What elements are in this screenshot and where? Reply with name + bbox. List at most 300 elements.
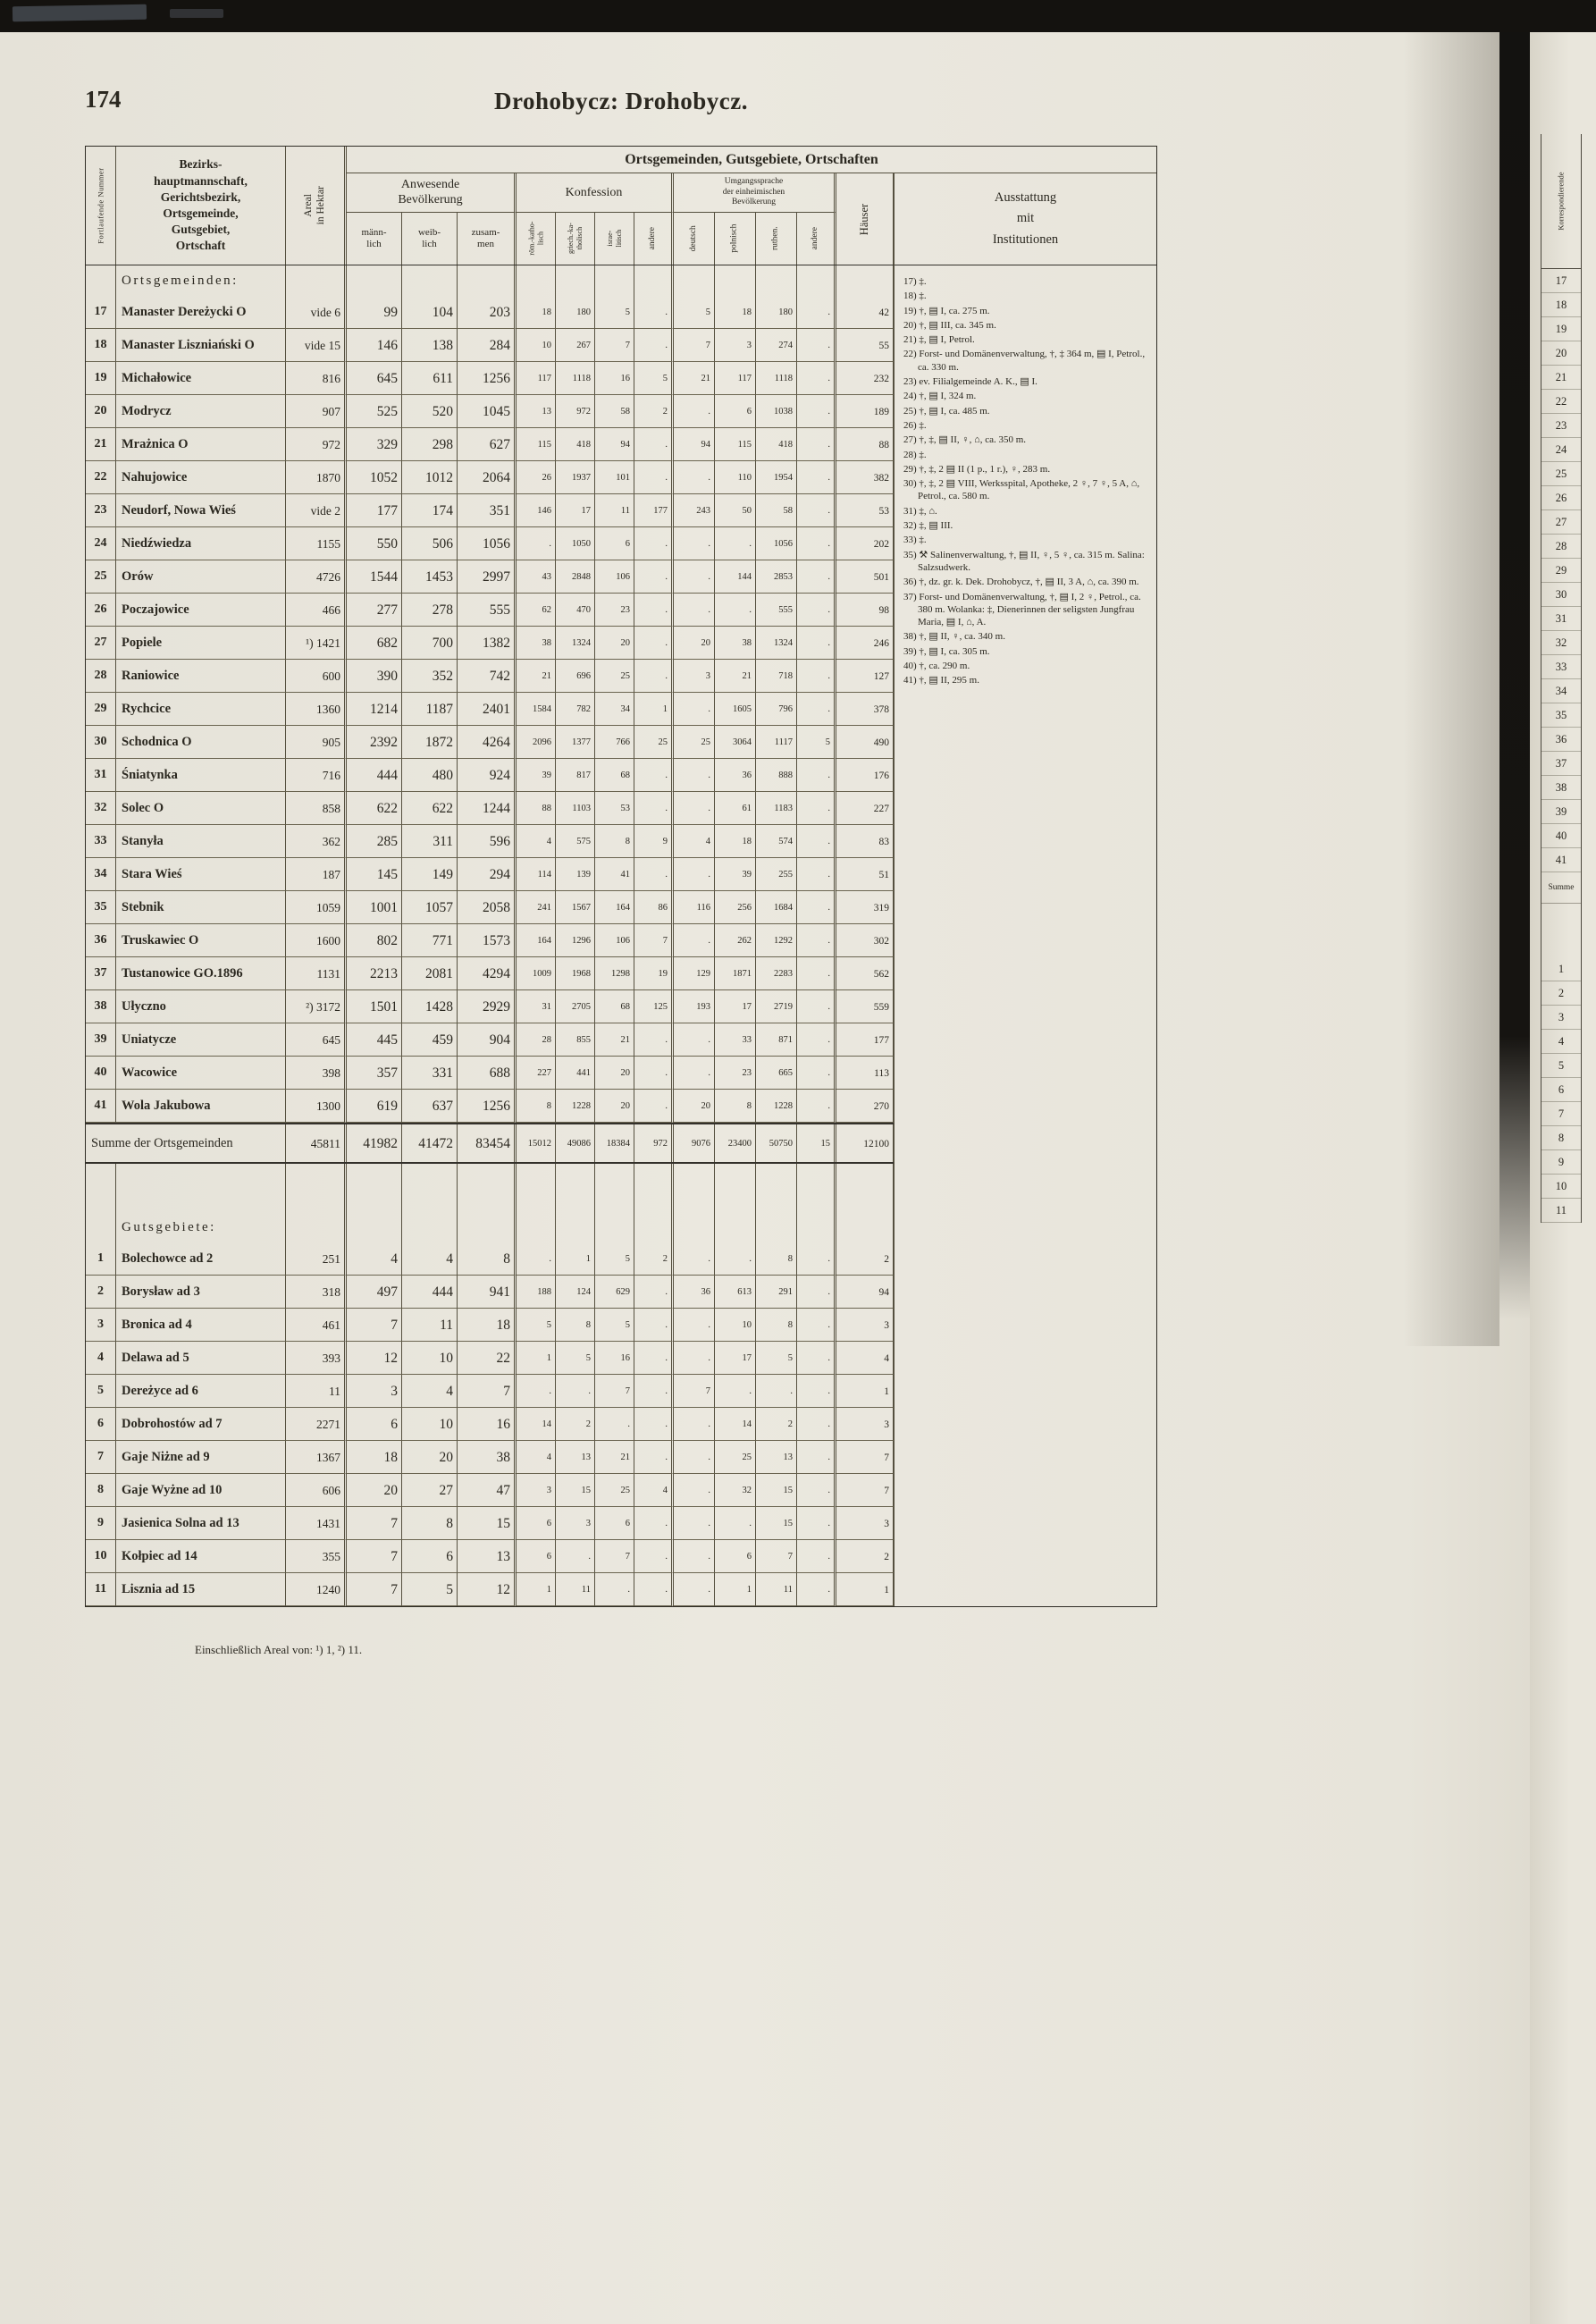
cell-rk: 28 [517, 1023, 556, 1057]
cell-rk: 164 [517, 924, 556, 957]
cell-an: 1 [634, 693, 674, 726]
cell-ru: 1183 [756, 792, 797, 825]
cell-w: 11 [402, 1309, 458, 1342]
table-row [86, 792, 894, 825]
cell-pl: 17 [715, 990, 756, 1023]
edge-row-number: 20 [1541, 341, 1581, 366]
cell-z: 1244 [458, 792, 517, 825]
cell-a2 [797, 265, 836, 296]
cell-pl: 6 [715, 1540, 756, 1573]
column-header-israelitisch: israe- litisch [595, 213, 634, 265]
cell-pl: 18 [715, 825, 756, 858]
cell-pl: 32 [715, 1474, 756, 1507]
row-number: 28 [86, 660, 116, 693]
cell-h [836, 1212, 894, 1242]
cell-pl: 36 [715, 759, 756, 792]
cell-w: 1057 [402, 891, 458, 924]
cell-m: 2392 [347, 726, 402, 759]
cell-an: 86 [634, 891, 674, 924]
cell-w: 506 [402, 527, 458, 560]
cell-h: 270 [836, 1090, 894, 1123]
edge-row-number: 26 [1541, 486, 1581, 510]
book-spine [1499, 32, 1530, 1319]
cell-an: 2 [634, 395, 674, 428]
cell-is: 20 [595, 1057, 634, 1090]
cell-is [595, 1212, 634, 1242]
cell-h: 127 [836, 660, 894, 693]
cell-is: 23 [595, 594, 634, 627]
row-name: Dobrohostów ad 7 [116, 1408, 286, 1441]
cell-gk: 1324 [556, 627, 595, 660]
cell-w: 298 [402, 428, 458, 461]
cell-m: 145 [347, 858, 402, 891]
cell-rk: . [517, 527, 556, 560]
institution-note: 21) ‡, ▤ I, Petrol. [903, 334, 975, 346]
cell-z: 12 [458, 1573, 517, 1606]
cell-an: . [634, 461, 674, 494]
table-row [86, 957, 894, 990]
cell-is: . [595, 1408, 634, 1441]
row-name: Manaster Liszniański O [116, 329, 286, 362]
cell-is: 7 [595, 1375, 634, 1408]
cell-pl: 61 [715, 792, 756, 825]
cell-m: 1501 [347, 990, 402, 1023]
cell-gk: 267 [556, 329, 595, 362]
cell-gk: 17 [556, 494, 595, 527]
cell-w: 1012 [402, 461, 458, 494]
cell-ru: 255 [756, 858, 797, 891]
row-number: 11 [86, 1573, 116, 1606]
cell-z: 2997 [458, 560, 517, 594]
cell-an: . [634, 1090, 674, 1123]
column-header-areal: Areal in Hektar [286, 147, 347, 265]
row-number: 7 [86, 1441, 116, 1474]
cell-m: 7 [347, 1573, 402, 1606]
cell-is: 7 [595, 329, 634, 362]
column-header-ausstattung: Ausstattung mit Institutionen [894, 173, 1156, 265]
cell-m: 20 [347, 1474, 402, 1507]
cell-rk: 115 [517, 428, 556, 461]
cell-an: . [634, 1441, 674, 1474]
table-row [86, 1540, 894, 1573]
table-header [86, 147, 1156, 265]
cell-m: 7 [347, 1540, 402, 1573]
edge-row-number: 41 [1541, 848, 1581, 872]
cell-ru [756, 265, 797, 296]
cell-ru: 2853 [756, 560, 797, 594]
row-number: 39 [86, 1023, 116, 1057]
main-table [85, 146, 1157, 1607]
cell-ru: 796 [756, 693, 797, 726]
edge-row-number: 2 [1541, 981, 1581, 1006]
cell-z: 1256 [458, 1090, 517, 1123]
table-row [86, 329, 894, 362]
cell-an: 19 [634, 957, 674, 990]
cell-areal: 1431 [286, 1507, 347, 1540]
cell-w: 480 [402, 759, 458, 792]
cell-is: 106 [595, 924, 634, 957]
cell-is: 8 [595, 825, 634, 858]
institution-note: 28) ‡. [903, 449, 927, 460]
page-gutter-shadow [1403, 32, 1499, 1346]
institution-note: 27) †, ‡, ▤ II, ♀, ⌂, ca. 350 m. [903, 434, 1027, 446]
cell-rk: 1 [517, 1573, 556, 1606]
cell-w [402, 265, 458, 296]
cell-w: 611 [402, 362, 458, 395]
row-number: 40 [86, 1057, 116, 1090]
cell-h: 98 [836, 594, 894, 627]
cell-z: 16 [458, 1408, 517, 1441]
table-row [86, 428, 894, 461]
cell-rk [517, 265, 556, 296]
cell-w: 2081 [402, 957, 458, 990]
cell-areal: 1360 [286, 693, 347, 726]
cell-gk: 1937 [556, 461, 595, 494]
cell-gk: 2705 [556, 990, 595, 1023]
summe-cell-ru: 50750 [756, 1124, 797, 1162]
row-number: 32 [86, 792, 116, 825]
cell-ru: 1056 [756, 527, 797, 560]
cell-ru: 274 [756, 329, 797, 362]
table-row [86, 1507, 894, 1540]
cell-m: 497 [347, 1276, 402, 1309]
cell-is: 68 [595, 990, 634, 1023]
cell-gk: 1968 [556, 957, 595, 990]
cell-rk: 188 [517, 1276, 556, 1309]
cell-rk: 1584 [517, 693, 556, 726]
cell-a2: . [797, 957, 836, 990]
cell-rk: 114 [517, 858, 556, 891]
cell-a2: 5 [797, 726, 836, 759]
cell-m: 3 [347, 1375, 402, 1408]
row-number: 8 [86, 1474, 116, 1507]
cell-de: 20 [674, 1090, 715, 1123]
row-name: Gaje Niżne ad 9 [116, 1441, 286, 1474]
cell-h: 1 [836, 1375, 894, 1408]
cell-m: 1001 [347, 891, 402, 924]
row-name: Stara Wieś [116, 858, 286, 891]
cell-a2: . [797, 759, 836, 792]
cell-rk: 43 [517, 560, 556, 594]
edge-row-number: 34 [1541, 679, 1581, 703]
table-row [86, 395, 894, 428]
edge-row-number: 10 [1541, 1175, 1581, 1199]
cell-gk: 470 [556, 594, 595, 627]
column-group-bevoelkerung: Anwesende Bevölkerung [347, 173, 517, 213]
cell-areal: 318 [286, 1276, 347, 1309]
cell-w: 8 [402, 1507, 458, 1540]
cell-z: 1045 [458, 395, 517, 428]
cell-w: 700 [402, 627, 458, 660]
cell-h: 227 [836, 792, 894, 825]
cell-a2: . [797, 1309, 836, 1342]
cell-de: . [674, 858, 715, 891]
row-name: Borysław ad 3 [116, 1276, 286, 1309]
cell-pl: 115 [715, 428, 756, 461]
cell-h: 94 [836, 1276, 894, 1309]
cell-gk: 1103 [556, 792, 595, 825]
edge-row-number: 37 [1541, 752, 1581, 776]
cell-a2: . [797, 858, 836, 891]
summe-cell-de: 9076 [674, 1124, 715, 1162]
cell-rk: 1009 [517, 957, 556, 990]
row-name: Uniatycze [116, 1023, 286, 1057]
table-row [86, 1573, 894, 1606]
cell-gk: 11 [556, 1573, 595, 1606]
cell-de: . [674, 1057, 715, 1090]
cell-an: . [634, 1309, 674, 1342]
cell-h: 42 [836, 296, 894, 329]
institution-note: 30) †, ‡, 2 ▤ VIII, Werksspital, Apotheke, 2 ♀, 7 ♀, 5 A, ⌂, Petrol., ca. 580 m. [903, 478, 1140, 502]
cell-rk: 38 [517, 627, 556, 660]
cell-rk: 31 [517, 990, 556, 1023]
cell-z: 1382 [458, 627, 517, 660]
cell-h: 177 [836, 1023, 894, 1057]
cell-ru: 11 [756, 1573, 797, 1606]
institution-note: 26) ‡. [903, 419, 927, 431]
cell-z: 2058 [458, 891, 517, 924]
cell-pl [715, 1212, 756, 1242]
edge-row-number: 4 [1541, 1030, 1581, 1054]
cell-w: 5 [402, 1573, 458, 1606]
cell-de: 94 [674, 428, 715, 461]
cell-rk: 4 [517, 1441, 556, 1474]
cell-de [674, 1164, 715, 1212]
cell-a2 [797, 1212, 836, 1242]
cell-areal: 2271 [286, 1408, 347, 1441]
cell-de [674, 1212, 715, 1242]
cell-m: 550 [347, 527, 402, 560]
row-name: Manaster Dereżycki O [116, 296, 286, 329]
edge-row-number: Summe [1541, 872, 1581, 904]
cell-h: 1 [836, 1573, 894, 1606]
cell-rk: 14 [517, 1408, 556, 1441]
scan-artifact [170, 9, 223, 18]
cell-gk: 1 [556, 1242, 595, 1276]
cell-ru: 2719 [756, 990, 797, 1023]
section-label-row [86, 1212, 894, 1242]
cell-m: 1544 [347, 560, 402, 594]
cell-an: 7 [634, 924, 674, 957]
cell-h: 88 [836, 428, 894, 461]
cell-de: . [674, 395, 715, 428]
cell-z: 941 [458, 1276, 517, 1309]
cell-is: 106 [595, 560, 634, 594]
cell-an: 2 [634, 1242, 674, 1276]
scan-artifact [13, 4, 147, 22]
cell-gk: 855 [556, 1023, 595, 1057]
edge-row-number: 30 [1541, 583, 1581, 607]
cell-h: 378 [836, 693, 894, 726]
cell-a2: . [797, 296, 836, 329]
row-name: Dereżyce ad 6 [116, 1375, 286, 1408]
cell-m: 622 [347, 792, 402, 825]
cell-z: 351 [458, 494, 517, 527]
cell-gk: 124 [556, 1276, 595, 1309]
cell-m: 444 [347, 759, 402, 792]
row-name: Gaje Wyżne ad 10 [116, 1474, 286, 1507]
cell-pl: 23 [715, 1057, 756, 1090]
cell-areal: 398 [286, 1057, 347, 1090]
cell-is: 766 [595, 726, 634, 759]
institution-note: 32) ‡, ▤ III. [903, 520, 953, 532]
cell-areal: 1059 [286, 891, 347, 924]
edge-row-number: 39 [1541, 800, 1581, 824]
cell-rk: 8 [517, 1090, 556, 1123]
institution-note: 37) Forst- und Domänenverwaltung, †, ▤ I, 2 ♀, Petrol., ca. 380 m. Wolanka: ‡, Dienerinnen der seligsten Jungfrau Maria, ▤ I, ⌂, A. [903, 591, 1141, 628]
cell-z: 22 [458, 1342, 517, 1375]
table-row [86, 1276, 894, 1309]
cell-ru: 58 [756, 494, 797, 527]
cell-pl: 25 [715, 1441, 756, 1474]
cell-a2: . [797, 990, 836, 1023]
cell-z: 8 [458, 1242, 517, 1276]
cell-z: 924 [458, 759, 517, 792]
cell-z: 904 [458, 1023, 517, 1057]
cell-h: 559 [836, 990, 894, 1023]
edge-row-number: 5 [1541, 1054, 1581, 1078]
row-number: 20 [86, 395, 116, 428]
cell-an [634, 1212, 674, 1242]
edge-row-number: 38 [1541, 776, 1581, 800]
cell-w: 520 [402, 395, 458, 428]
row-name: Schodnica O [116, 726, 286, 759]
cell-pl: 14 [715, 1408, 756, 1441]
cell-areal: 1870 [286, 461, 347, 494]
column-header-konfession-andere: andere [634, 213, 674, 265]
summe-cell-gk: 49086 [556, 1124, 595, 1162]
cell-areal [286, 265, 347, 296]
cell-pl: 3 [715, 329, 756, 362]
cell-ru: 1324 [756, 627, 797, 660]
facing-page-rotated-header: Korrespondierende [1541, 134, 1581, 269]
cell-h: 501 [836, 560, 894, 594]
edge-row-number: 7 [1541, 1102, 1581, 1126]
cell-areal: vide 15 [286, 329, 347, 362]
row-number [86, 1212, 116, 1242]
institution-note: 39) †, ▤ I, ca. 305 m. [903, 645, 990, 657]
row-number: 1 [86, 1242, 116, 1276]
institution-note: 18) ‡. [903, 290, 927, 302]
cell-rk: . [517, 1242, 556, 1276]
institution-note: 33) ‡. [903, 535, 927, 546]
institution-note: 20) †, ▤ III, ca. 345 m. [903, 319, 996, 331]
cell-rk: 18 [517, 296, 556, 329]
cell-is: 11 [595, 494, 634, 527]
cell-h: 2 [836, 1242, 894, 1276]
cell-ru: 1954 [756, 461, 797, 494]
cell-areal: 362 [286, 825, 347, 858]
table-row [86, 660, 894, 693]
cell-areal [286, 1212, 347, 1242]
cell-areal: 1155 [286, 527, 347, 560]
institution-note: 31) ‡, ⌂. [903, 505, 937, 517]
cell-z: 7 [458, 1375, 517, 1408]
cell-an: . [634, 428, 674, 461]
cell-w: 1872 [402, 726, 458, 759]
cell-is: 25 [595, 660, 634, 693]
column-header-fortlaufende-nummer: Fortlaufende Nummer [86, 147, 116, 265]
cell-a2: . [797, 1573, 836, 1606]
edge-gap [1541, 904, 1581, 957]
edge-row-number: 9 [1541, 1150, 1581, 1175]
row-number: 4 [86, 1342, 116, 1375]
cell-a2: . [797, 825, 836, 858]
cell-an: 25 [634, 726, 674, 759]
edge-row-number: 40 [1541, 824, 1581, 848]
summe-cell-pl: 23400 [715, 1124, 756, 1162]
cell-z [458, 1212, 517, 1242]
cell-areal: ¹) 1421 [286, 627, 347, 660]
cell-de: . [674, 1441, 715, 1474]
cell-w: 149 [402, 858, 458, 891]
page-number: 174 [85, 86, 122, 113]
cell-a2: . [797, 527, 836, 560]
cell-de: 243 [674, 494, 715, 527]
cell-a2: . [797, 1507, 836, 1540]
column-header-polnisch: polnisch [715, 213, 756, 265]
row-name: Tustanowice GO.1896 [116, 957, 286, 990]
cell-a2: . [797, 1408, 836, 1441]
cell-z: 4264 [458, 726, 517, 759]
cell-de: . [674, 792, 715, 825]
summe-cell-z: 83454 [458, 1124, 517, 1162]
cell-ru: 15 [756, 1474, 797, 1507]
cell-pl: . [715, 594, 756, 627]
cell-z: 742 [458, 660, 517, 693]
cell-gk: . [556, 1375, 595, 1408]
row-number: 23 [86, 494, 116, 527]
cell-h: 562 [836, 957, 894, 990]
summe-cell-h: 12100 [836, 1124, 894, 1162]
cell-an: . [634, 560, 674, 594]
cell-m: 1214 [347, 693, 402, 726]
cell-h: 176 [836, 759, 894, 792]
cell-a2 [797, 1164, 836, 1212]
row-name: Neudorf, Nowa Wieś [116, 494, 286, 527]
cell-m: 619 [347, 1090, 402, 1123]
cell-ru: 15 [756, 1507, 797, 1540]
cell-z: 2401 [458, 693, 517, 726]
edge-row-number: 28 [1541, 535, 1581, 559]
cell-w: 138 [402, 329, 458, 362]
cell-de: . [674, 1474, 715, 1507]
cell-w: 10 [402, 1408, 458, 1441]
edge-row-number: 27 [1541, 510, 1581, 535]
summe-cell-an: 972 [634, 1124, 674, 1162]
row-number: 22 [86, 461, 116, 494]
cell-is: 6 [595, 1507, 634, 1540]
edge-row-number: 24 [1541, 438, 1581, 462]
cell-pl: 39 [715, 858, 756, 891]
row-name [116, 1164, 286, 1212]
cell-h: 3 [836, 1408, 894, 1441]
table-row [86, 494, 894, 527]
cell-a2: . [797, 660, 836, 693]
cell-gk: 180 [556, 296, 595, 329]
cell-gk: 696 [556, 660, 595, 693]
cell-areal: 187 [286, 858, 347, 891]
cell-de: 3 [674, 660, 715, 693]
cell-m: 99 [347, 296, 402, 329]
row-number: 37 [86, 957, 116, 990]
cell-ru: 180 [756, 296, 797, 329]
cell-gk: 817 [556, 759, 595, 792]
cell-an: 4 [634, 1474, 674, 1507]
row-number: 17 [86, 296, 116, 329]
cell-areal: 606 [286, 1474, 347, 1507]
cell-z: 1056 [458, 527, 517, 560]
